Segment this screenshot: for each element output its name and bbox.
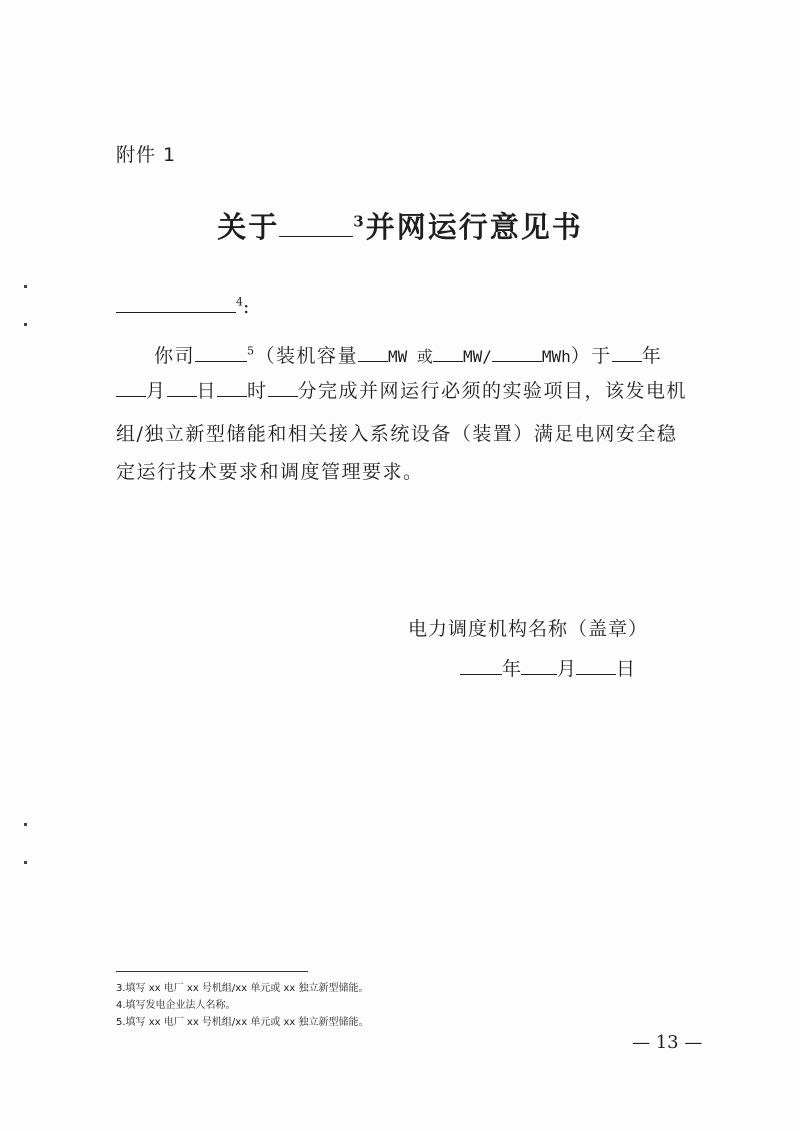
unit-text: MW 或 [388, 347, 433, 366]
date-year-label: 年 [502, 658, 522, 680]
addressee-colon: : [243, 296, 250, 318]
blank-field [167, 395, 197, 397]
blank-field [358, 360, 388, 362]
title-prefix: 关于 [217, 210, 280, 244]
blank-field [460, 673, 502, 675]
body-line-1 [154, 341, 662, 368]
blank-field [268, 395, 298, 397]
annex-label: 附件 1 [116, 144, 177, 166]
signature-org: 电力调度机构名称（盖章） [408, 618, 649, 640]
title-blank [279, 235, 353, 237]
footnote: 5.填写 xx 电厂 xx 号机组/xx 单元或 xx 独立新型储能。 [116, 1017, 369, 1028]
unit-text: MWh [541, 347, 571, 366]
blank-field [195, 360, 247, 362]
body-line-3: 组/独立新型储能和相关接入系统设备（装置）满足电网安全稳 [116, 423, 678, 445]
scan-mark [24, 861, 27, 864]
body-line-2 [116, 376, 687, 403]
body-text: ）于 [570, 345, 612, 367]
blank-field [612, 360, 642, 362]
scan-mark [24, 823, 27, 826]
blank-field [521, 673, 557, 675]
blank-field [217, 395, 247, 397]
footnote: 3.填写 xx 电厂 xx 号机组/xx 单元或 xx 独立新型储能。 [116, 983, 369, 994]
signature-date [460, 654, 635, 681]
blank-field [576, 673, 616, 675]
unit-text: MW/ [462, 347, 492, 366]
addressee-line [116, 296, 249, 318]
footnote-divider [116, 971, 308, 972]
footnote-ref: 5 [247, 344, 256, 358]
addressee-footnote-ref: 4 [236, 295, 243, 309]
blank-field [116, 395, 146, 397]
addressee-blank [116, 311, 236, 313]
blank-field [492, 360, 542, 362]
body-text: 你司 [154, 345, 196, 367]
body-line-4: 定运行技术要求和调度管理要求。 [116, 461, 424, 483]
body-text: 年 [641, 345, 663, 367]
title-footnote-ref: 3 [353, 212, 366, 231]
date-month-label: 月 [557, 658, 577, 680]
document-title [0, 205, 800, 246]
title-suffix: 并网运行意见书 [365, 210, 583, 244]
scan-mark [24, 285, 27, 288]
body-text: 分完成并网运行必须的实验项目，该发电机 [297, 380, 688, 402]
blank-field [433, 360, 463, 362]
scan-mark [24, 323, 27, 326]
date-day-label: 日 [616, 658, 636, 680]
body-text: 时 [247, 380, 268, 402]
body-text: 日 [196, 380, 218, 402]
body-text: 月 [146, 380, 167, 402]
page-number: — 13 — [632, 1032, 703, 1053]
body-text: （装机容量 [255, 345, 359, 367]
footnote: 4.填写发电企业法人名称。 [116, 1000, 236, 1011]
